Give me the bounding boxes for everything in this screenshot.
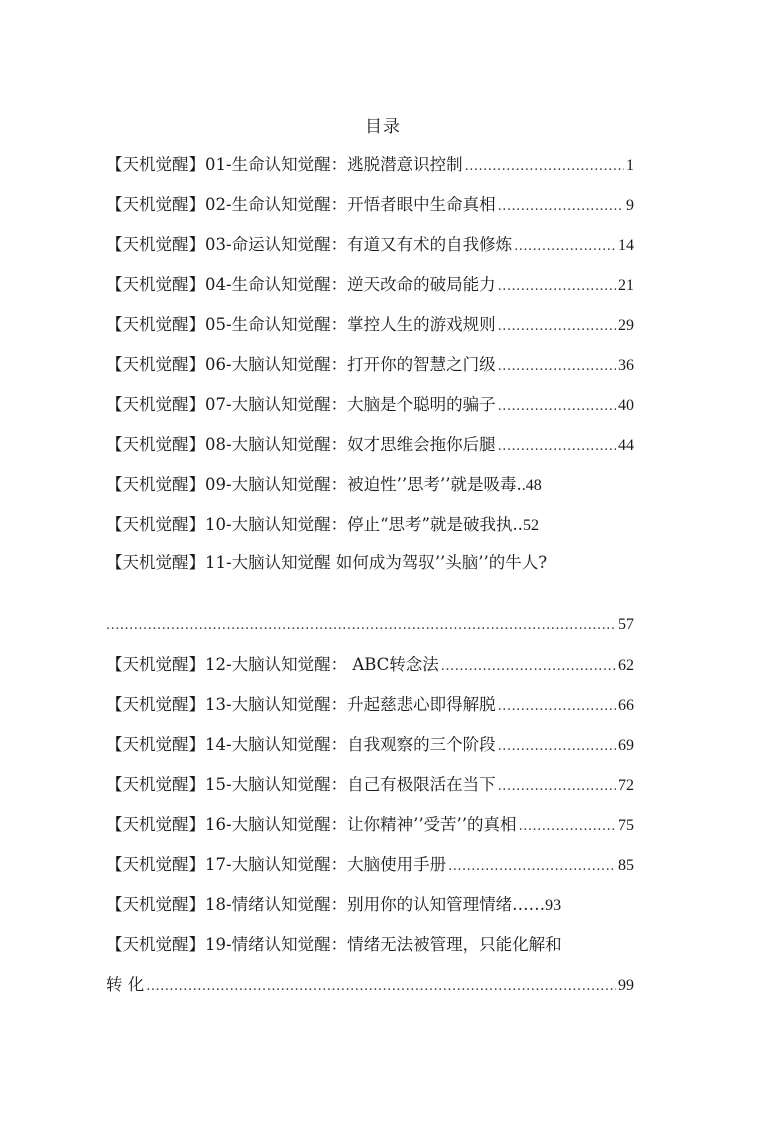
toc-leader-dots xyxy=(498,196,624,218)
toc-entry-05[interactable] xyxy=(106,314,634,338)
toc-entry-04[interactable] xyxy=(106,274,634,298)
toc-entry-16[interactable] xyxy=(106,814,634,838)
toc-leader-dots xyxy=(498,276,616,298)
toc-entry-label: 【天机觉醒】13-大脑认知觉醒：升起慈悲心即得解脱 xyxy=(106,695,496,714)
toc-leader-dots xyxy=(448,856,616,878)
toc-entry-11[interactable] xyxy=(106,552,634,574)
toc-leader-dots xyxy=(106,615,616,637)
toc-entry-14[interactable] xyxy=(106,734,634,758)
toc-leader-dots xyxy=(498,356,616,378)
toc-entry-label: 【天机觉醒】19-情绪认知觉醒：情绪无法被管理，只能化解和 xyxy=(106,935,562,954)
toc-leader-dots xyxy=(146,976,616,998)
toc-page-number: 52 xyxy=(522,517,539,534)
toc-entry-label: 【天机觉醒】07-大脑认知觉醒：大脑是个聪明的骗子 xyxy=(106,395,496,414)
toc-entry-label: 【天机觉醒】11-大脑认知觉醒 如何成为驾驭’’头脑’’的牛人? xyxy=(106,553,548,572)
toc-entry-label: 【天机觉醒】01-生命认知觉醒：逃脱潜意识控制 xyxy=(106,155,463,174)
toc-leader-dots xyxy=(498,776,616,798)
toc-page-number: 75 xyxy=(618,817,634,834)
toc-page-number: 85 xyxy=(618,857,634,874)
toc-page-number: 72 xyxy=(618,777,634,794)
toc-page-number: 29 xyxy=(618,317,634,334)
toc-entry-08[interactable] xyxy=(106,434,634,458)
toc-page-number: 44 xyxy=(618,437,634,454)
toc-entry-label: 【天机觉醒】06-大脑认知觉醒：打开你的智慧之门级 xyxy=(106,355,496,374)
toc-leader-dots xyxy=(514,236,616,258)
toc-page-number: 99 xyxy=(618,977,634,994)
toc-entry-01[interactable] xyxy=(106,154,634,178)
toc-entry-12[interactable] xyxy=(106,654,634,678)
toc-entry-label: 【天机觉醒】05-生命认知觉醒：掌控人生的游戏规则 xyxy=(106,315,496,334)
toc-page-number: 62 xyxy=(618,657,634,674)
toc-entry-10[interactable] xyxy=(106,514,634,537)
toc-page-number: 1 xyxy=(626,157,634,174)
toc-entry-18[interactable] xyxy=(106,894,634,917)
toc-entry-label: 【天机觉醒】15-大脑认知觉醒：自己有极限活在当下 xyxy=(106,775,496,794)
toc-entry-label: 【天机觉醒】03-命运认知觉醒：有道又有术的自我修炼 xyxy=(106,235,513,254)
toc-leader-dots xyxy=(498,736,616,758)
toc-entry-label: 【天机觉醒】17-大脑认知觉醒：大脑使用手册 xyxy=(106,855,447,874)
toc-leader-dots xyxy=(465,156,624,178)
toc-entry-label: 【天机觉醒】14-大脑认知觉醒：自我观察的三个阶段 xyxy=(106,735,496,754)
toc-page-number: 40 xyxy=(618,397,634,414)
toc-leader-dots xyxy=(498,696,616,718)
toc-page-number: 69 xyxy=(618,737,634,754)
toc-page-number: 21 xyxy=(618,277,634,294)
toc-entry-15[interactable] xyxy=(106,774,634,798)
toc-entry-19[interactable] xyxy=(106,934,634,956)
toc-entry-17[interactable] xyxy=(106,854,634,878)
toc-entry-label: 【天机觉醒】04-生命认知觉醒：逆天改命的破局能力 xyxy=(106,275,496,294)
toc-entry-label: 【天机觉醒】18-情绪认知觉醒：别用你的认知管理情绪…… xyxy=(106,895,546,914)
toc-entry-continuation-label: 转 化 xyxy=(106,975,145,994)
toc-entry-09[interactable] xyxy=(106,474,634,497)
toc-page-number: 9 xyxy=(626,197,634,214)
toc-entry-06[interactable] xyxy=(106,354,634,378)
toc-leader-dots xyxy=(498,316,616,338)
toc-title: 目录 xyxy=(365,117,401,137)
toc-entry-label: 【天机觉醒】10-大脑认知觉醒：停止“思考”就是破我执.. xyxy=(106,515,523,534)
toc-entry-07[interactable] xyxy=(106,394,634,418)
toc-entry-11-continuation[interactable] xyxy=(106,614,634,637)
toc-entry-label: 【天机觉醒】09-大脑认知觉醒：被迫性’’思考’’就是吸毒. xyxy=(106,475,522,494)
toc-entry-label: 【天机觉醒】08-大脑认知觉醒：奴才思维会拖你后腿 xyxy=(106,435,496,454)
toc-page-number: 66 xyxy=(618,697,634,714)
toc-leader-dots xyxy=(498,396,616,418)
toc-leader-dots xyxy=(498,436,616,458)
toc-leader-dots xyxy=(519,816,616,838)
toc-entry-label: 【天机觉醒】16-大脑认知觉醒：让你精神’’受苦’’的真相 xyxy=(106,815,517,834)
toc-leader-dots xyxy=(441,656,616,678)
toc-entry-13[interactable] xyxy=(106,694,634,718)
toc-entry-19-continuation[interactable] xyxy=(106,974,634,998)
toc-page-number: 93 xyxy=(545,897,562,914)
toc-entry-label: 【天机觉醒】12-大脑认知觉醒： ABC转念法 xyxy=(106,655,439,674)
toc-page-number: 14 xyxy=(618,237,634,254)
toc-entry-03[interactable] xyxy=(106,234,634,258)
toc-entry-02[interactable] xyxy=(106,194,634,218)
toc-page-number: .48 xyxy=(521,477,542,494)
toc-page-number: 36 xyxy=(618,357,634,374)
toc-page-number: 57 xyxy=(618,616,634,633)
toc-entry-label: 【天机觉醒】02-生命认知觉醒：开悟者眼中生命真相 xyxy=(106,195,496,214)
